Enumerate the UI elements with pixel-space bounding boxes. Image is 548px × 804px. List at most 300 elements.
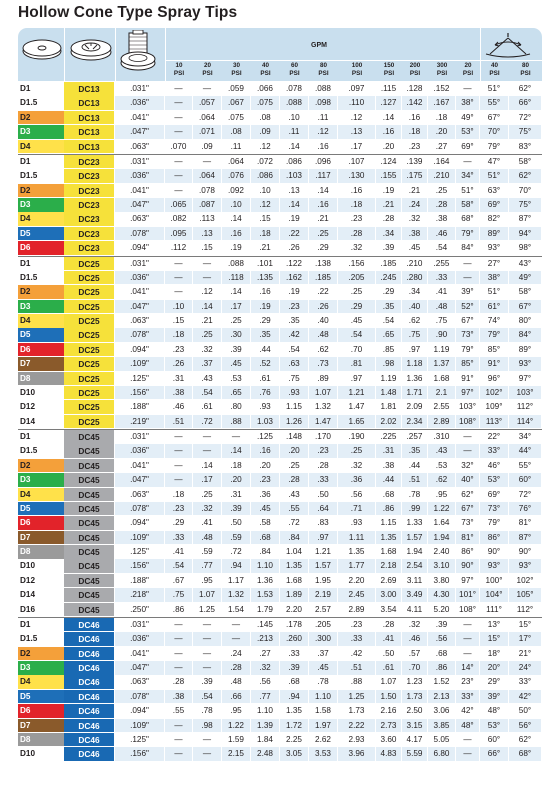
core-cell: DC46 [64,733,114,747]
flow-rate-cell: .12 [338,111,375,126]
flow-rate-cell: .23 [165,502,192,517]
orifice-disc-cell: D1 [20,432,31,441]
spray-angle-cell: 73° [456,516,479,531]
spray-angle-cell: 89° [509,343,541,358]
flow-rate-cell: .210 [428,169,455,184]
flow-rate-cell: .55 [280,502,308,517]
gpm-label: GPM [311,42,327,49]
page-title: Hollow Cone Type Spray Tips [18,4,238,21]
orifice-diameter-cell: .036" [115,632,164,647]
spray-angle-cell: 39° [456,285,479,300]
pressure-value: 200 [409,62,421,69]
flow-rate-cell: .128 [402,82,427,97]
table-row [18,430,542,444]
flow-rate-cell: 1.77 [338,559,375,574]
flow-rate-cell: .19 [280,212,308,227]
flow-rate-cell: 1.68 [376,545,401,560]
flow-rate-cell: .064 [193,169,221,184]
flow-rate-cell: .25 [309,227,337,242]
flow-rate-cell: .94 [222,559,250,574]
pressure-value: 10 [175,62,183,69]
orifice-diameter-cell: .094" [115,704,164,719]
flow-rate-cell: .33 [338,632,375,647]
flow-rate-cell: .12 [251,198,279,213]
flow-rate-cell: .78 [402,488,427,503]
flow-rate-cell: .54 [376,314,401,329]
flow-rate-cell: .096 [309,155,337,170]
flow-rate-cell: .20 [376,140,401,155]
flow-rate-cell: .213 [251,632,279,647]
flow-rate-cell: .85 [376,343,401,358]
flow-rate-cell: 1.32 [222,588,250,603]
flow-rate-cell: .35 [251,328,279,343]
core-cell: DC46 [64,747,114,761]
flow-rate-cell: — [222,632,250,647]
spray-angle-cell: 87° [509,212,541,227]
pressure-value: 80 [521,62,529,69]
flow-rate-cell: .20 [222,473,250,488]
pressure-unit: PSI [489,69,500,77]
spray-angle-cell: 29° [480,675,508,690]
flow-rate-cell: 2.89 [428,415,455,430]
flow-rate-cell: 1.64 [428,516,455,531]
flow-rate-cell: 2.48 [251,747,279,762]
orifice-diameter-cell: .109" [115,531,164,546]
flow-rate-cell: 2.15 [222,747,250,762]
table-row [18,588,542,602]
spray-angle-cell: 85° [480,343,508,358]
flow-rate-cell: .39 [222,502,250,517]
spray-angle-cell: 80° [509,314,541,329]
spray-angle-cell: 93° [509,559,541,574]
flow-rate-cell: .115 [376,82,401,97]
flow-rate-cell: .46 [165,400,192,415]
flow-rate-cell: .44 [376,473,401,488]
spray-angle-cell: 51° [480,169,508,184]
table-row [18,82,542,96]
flow-rate-cell: .14 [222,285,250,300]
flow-rate-cell: .167 [428,96,455,111]
flow-rate-cell: 4.30 [428,588,455,603]
flow-rate-cell: 1.15 [376,516,401,531]
flow-rate-cell: 4.83 [376,747,401,762]
flow-rate-cell: .41 [193,516,221,531]
flow-rate-cell: .28 [376,212,401,227]
table-row [18,343,542,357]
flow-rate-cell: 1.21 [338,386,375,401]
flow-rate-cell: .23 [338,212,375,227]
spray-angle-cell: 100° [480,574,508,589]
flow-rate-cell: .162 [280,271,308,286]
flow-rate-cell: .16 [376,125,401,140]
spray-angle-cell: 79° [456,227,479,242]
flow-rate-cell: .09 [193,140,221,155]
flow-rate-cell: .67 [165,574,192,589]
flow-rate-cell: — [193,733,221,748]
flow-rate-cell: .18 [338,198,375,213]
spray-angle-cell: 91° [456,372,479,387]
spray-angle-cell: — [456,618,479,633]
flow-rate-cell: 1.35 [376,531,401,546]
table-row [18,488,542,502]
table-row [18,473,542,487]
flow-rate-cell: .34 [376,227,401,242]
flow-rate-cell: .29 [338,300,375,315]
spray-angle-cell: 114° [509,415,541,430]
flow-rate-cell: .56 [428,632,455,647]
flow-rate-cell: .23 [280,300,308,315]
flow-rate-cell: .51 [338,661,375,676]
flow-rate-cell: .12 [309,125,337,140]
flow-rate-cell: .68 [376,488,401,503]
table-row [18,675,542,689]
core-cell: DC45 [64,603,114,617]
flow-rate-cell: .75 [428,314,455,329]
flow-rate-cell: — [165,473,192,488]
flow-rate-cell: .39 [222,343,250,358]
spray-angle-cell: 97° [456,574,479,589]
spray-angle-cell: 98° [509,241,541,256]
flow-rate-cell: .50 [222,516,250,531]
gpm-pressure-header-100 [338,62,376,80]
flow-rate-cell: 1.33 [402,516,427,531]
flow-rate-cell: .178 [280,618,308,633]
core-cell: DC13 [64,140,114,154]
flow-rate-cell: 1.47 [338,400,375,415]
flow-rate-cell: .32 [193,502,221,517]
flow-rate-cell: .75 [165,588,192,603]
flow-rate-cell: 5.05 [428,733,455,748]
pressure-unit: PSI [383,69,395,77]
flow-rate-cell: .38 [376,459,401,474]
flow-rate-cell: .28 [309,459,337,474]
flow-rate-cell: .45 [338,314,375,329]
table-row [18,314,542,328]
flow-rate-cell: .14 [376,111,401,126]
flow-rate-cell: .25 [428,184,455,199]
flow-rate-cell: .84 [251,545,279,560]
spray-angle-cell: 55° [480,96,508,111]
flow-rate-cell: — [165,647,192,662]
spray-angle-cell: 67° [509,300,541,315]
flow-rate-cell: .23 [165,343,192,358]
flow-rate-cell: .28 [338,227,375,242]
flow-rate-cell: .18 [402,125,427,140]
flow-rate-cell: .22 [309,285,337,300]
flow-rate-cell: 1.36 [402,372,427,387]
flow-rate-cell: .28 [280,473,308,488]
flow-rate-cell: .61 [193,400,221,415]
flow-rate-cell: 2.62 [309,733,337,748]
flow-rate-cell: .54 [165,559,192,574]
flow-rate-cell: .075 [222,111,250,126]
flow-rate-cell: .086 [251,169,279,184]
flow-rate-cell: .16 [309,198,337,213]
flow-rate-cell: .255 [428,257,455,272]
spray-angle-cell: 33° [509,675,541,690]
orifice-diameter-cell: .047" [115,473,164,488]
spray-angle-cell: 51° [480,285,508,300]
spray-angle-cell: 73° [480,502,508,517]
flow-rate-cell: .21 [402,184,427,199]
flow-rate-cell: .84 [280,531,308,546]
spray-angle-cell: 87° [509,531,541,546]
flow-rate-cell: .61 [376,661,401,676]
core-cell: DC45 [64,430,114,444]
flow-rate-cell: .19 [251,300,279,315]
flow-rate-cell: .23 [251,473,279,488]
flow-rate-cell: .51 [402,473,427,488]
flow-rate-cell: 1.50 [376,690,401,705]
pressure-value: 40 [490,62,498,69]
spray-angle-cell: 38° [480,271,508,286]
flow-rate-cell: .72 [193,415,221,430]
orifice-diameter-cell: .031" [115,155,164,170]
core-cell: DC46 [64,675,114,689]
flow-rate-cell: 2.40 [428,545,455,560]
flow-rate-cell: .31 [165,372,192,387]
spray-angle-cell: 90° [480,545,508,560]
gpm-pressure-header-200 [402,62,428,80]
flow-rate-cell: .088 [309,82,337,97]
spray-angle-cell: 93° [480,241,508,256]
spray-angle-cell: 102° [509,574,541,589]
flow-rate-cell: .97 [402,343,427,358]
flow-rate-cell: .38 [402,227,427,242]
pressure-unit: PSI [462,69,474,77]
flow-rate-cell: .20 [251,459,279,474]
flow-rate-cell: .148 [280,430,308,445]
flow-rate-cell: .77 [193,559,221,574]
flow-rate-cell: .32 [402,618,427,633]
pressure-value: 100 [351,62,363,69]
flow-rate-cell: .16 [251,285,279,300]
flow-rate-cell: 3.96 [338,747,375,762]
flow-rate-cell: .33 [428,271,455,286]
flow-rate-cell: .41 [376,632,401,647]
core-cell: DC45 [64,516,114,530]
spray-angle-cell: 49° [509,271,541,286]
spray-angle-cell: 72° [509,488,541,503]
flow-rate-cell: .95 [193,574,221,589]
flow-rate-cell: .39 [376,241,401,256]
orifice-disc-cell: D8 [18,733,65,747]
flow-rate-cell: 1.37 [428,357,455,372]
spray-angle-cell: 112° [509,603,541,618]
flow-rate-cell: .39 [428,618,455,633]
flow-rate-cell: 3.53 [309,747,337,762]
flow-rate-cell: 1.23 [402,675,427,690]
orifice-diameter-cell: .156" [115,747,164,762]
core-cell: DC45 [64,559,114,573]
pressure-value: 20 [464,62,472,69]
spray-angle-cell: — [456,155,479,170]
orifice-diameter-cell: .036" [115,271,164,286]
spray-angle-cell: 58° [456,198,479,213]
flow-rate-cell: .088 [280,96,308,111]
flow-rate-cell: 1.54 [222,603,250,618]
spray-angle-cell: 69° [480,198,508,213]
flow-rate-cell: .70 [338,343,375,358]
flow-rate-cell: .11 [280,125,308,140]
pressure-unit: PSI [231,69,242,77]
flow-rate-cell: 1.48 [376,386,401,401]
flow-rate-cell: 1.10 [251,704,279,719]
orifice-diameter-cell: .047" [115,198,164,213]
header-divider [480,28,481,81]
flow-rate-cell: 1.07 [376,675,401,690]
flow-rate-cell: .14 [222,212,250,227]
spray-angle-cell: 62° [509,733,541,748]
spray-angle-cell: 76° [509,502,541,517]
spray-angle-cell: 24° [509,661,541,676]
flow-rate-cell: .32 [338,241,375,256]
flow-rate-cell: 2.54 [402,559,427,574]
flow-rate-cell: — [165,111,192,126]
flow-rate-cell: .142 [402,96,427,111]
flow-rate-cell: .072 [251,155,279,170]
orifice-diameter-cell: .125" [115,545,164,560]
table-header [18,28,542,81]
flow-rate-cell: .10 [280,111,308,126]
flow-rate-cell: .95 [428,488,455,503]
orifice-disc-cell: D7 [18,719,65,733]
spray-angle-cell: 67° [456,314,479,329]
flow-rate-cell: 5.59 [402,747,427,762]
flow-rate-cell: .52 [251,357,279,372]
flow-rate-cell: .12 [193,285,221,300]
flow-rate-cell: .210 [402,257,427,272]
orifice-disc-cell: D2 [18,184,65,198]
flow-rate-cell: 3.00 [376,588,401,603]
flow-rate-cell: .45 [251,502,279,517]
flow-rate-cell: .43 [280,488,308,503]
flow-rate-cell: .16 [222,227,250,242]
spray-angle-cell: 86° [456,545,479,560]
orifice-disc-cell: D7 [18,531,65,545]
pressure-unit: PSI [173,69,185,77]
flow-rate-cell: .77 [251,690,279,705]
spray-angle-cell: 93° [509,357,541,372]
flow-rate-cell: .101 [251,257,279,272]
flow-rate-cell: 2.89 [338,603,375,618]
flow-rate-cell: .61 [251,372,279,387]
spray-angle-cell: 33° [456,690,479,705]
flow-rate-cell: .73 [309,357,337,372]
flow-rate-cell: .95 [222,704,250,719]
orifice-disc-cell: D10 [20,387,36,397]
table-row [18,386,542,400]
flow-rate-cell: .26 [165,357,192,372]
table-row [18,719,542,733]
table-row [18,690,542,704]
spray-angle-cell: 17° [509,632,541,647]
flow-rate-cell: .205 [338,271,375,286]
flow-rate-cell: .42 [280,328,308,343]
spray-angle-cell: 108° [456,415,479,430]
spray-tips-table [18,82,542,762]
core-cell: DC25 [64,271,114,285]
flow-rate-cell: 1.18 [402,357,427,372]
header-divider [64,28,65,81]
table-row [18,704,542,718]
flow-rate-cell: .14 [222,444,250,459]
flow-rate-cell: 1.25 [338,690,375,705]
flow-rate-cell: .185 [309,271,337,286]
table-row [18,733,542,747]
flow-rate-cell: .15 [165,314,192,329]
core-cell: DC23 [64,212,114,226]
flow-rate-cell: 1.07 [309,386,337,401]
flow-rate-cell: .17 [338,140,375,155]
flow-rate-cell: .25 [193,488,221,503]
flow-rate-cell: — [193,430,221,445]
angle-pressure-header-20 [456,62,480,80]
flow-rate-cell: .19 [280,285,308,300]
flow-rate-cell: 1.35 [280,704,308,719]
flow-rate-cell: .12 [251,140,279,155]
flow-rate-cell: 2.73 [376,719,401,734]
flow-rate-cell: .070 [165,140,192,155]
flow-rate-cell: .280 [402,271,427,286]
flow-rate-cell: .071 [193,125,221,140]
spray-angle-cell: 104° [480,588,508,603]
spray-angle-cell: 33° [480,444,508,459]
orifice-disc-cell: D3 [18,125,65,139]
spray-angle-cell: — [456,430,479,445]
flow-rate-cell: .190 [338,430,375,445]
spray-angle-cell: 51° [480,82,508,97]
flow-rate-cell: .18 [428,111,455,126]
orifice-disc-cell: D3 [18,198,65,212]
table-row [18,271,542,285]
spray-angle-cell: 60° [480,733,508,748]
flow-rate-cell: .37 [309,647,337,662]
spray-angle-cell: — [456,271,479,286]
table-row [18,502,542,516]
orifice-diameter-cell: .078" [115,690,164,705]
core-cell: DC25 [64,372,114,386]
spray-angle-cell: 74° [480,314,508,329]
flow-rate-cell: — [193,747,221,762]
orifice-diameter-cell: .125" [115,733,164,748]
flow-rate-cell: .164 [428,155,455,170]
flow-rate-cell: .43 [428,444,455,459]
orifice-disc-cell: D2 [18,647,65,661]
flow-rate-cell: .27 [428,140,455,155]
spray-angle-cell: 73° [456,328,479,343]
orifice-diameter-cell: .078" [115,328,164,343]
flow-rate-cell: 1.22 [428,502,455,517]
flow-rate-cell: 1.79 [251,603,279,618]
spray-angle-cell: 34° [456,169,479,184]
flow-rate-cell: .18 [222,459,250,474]
core-cell: DC45 [64,588,114,602]
flow-rate-cell: .54 [428,241,455,256]
spray-angle-cell: 63° [480,184,508,199]
flow-rate-cell: 1.22 [222,719,250,734]
flow-rate-cell: .310 [428,430,455,445]
flow-rate-cell: — [165,155,192,170]
core-cell: DC23 [64,184,114,198]
orifice-diameter-cell: .250" [115,603,164,618]
spray-angle-cell: 58° [509,155,541,170]
flow-rate-cell: .059 [222,82,250,97]
flow-rate-cell: 1.52 [428,675,455,690]
flow-rate-cell: 2.50 [402,704,427,719]
orifice-diameter-cell: .047" [115,300,164,315]
spray-angle-cell: 103° [456,400,479,415]
